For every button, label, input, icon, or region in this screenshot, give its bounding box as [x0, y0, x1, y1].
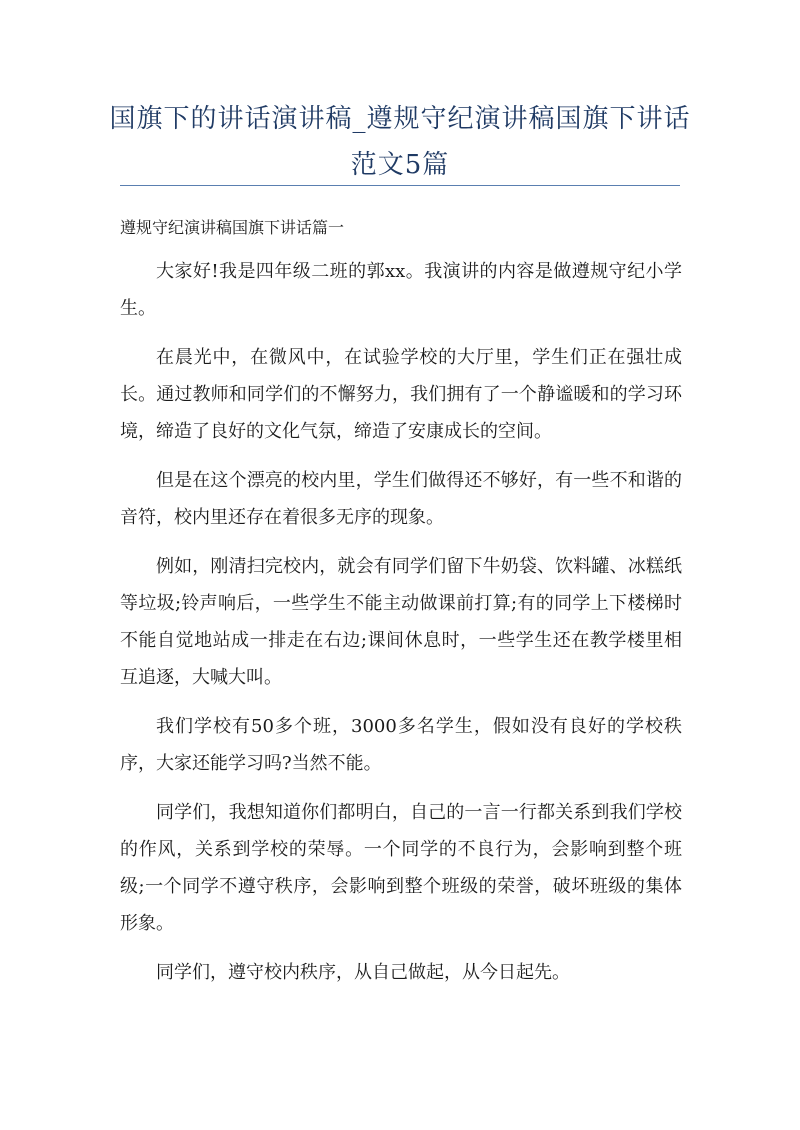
document-body [120, 209, 682, 1003]
paragraph-3: 但是在这个漂亮的校内里，学生们做得还不够好，有一些不和谐的音符，校内里还存在着很多无序的现象。 [120, 470, 682, 528]
paragraph-1: 大家好!我是四年级二班的郭xx。我演讲的内容是做遵规守纪小学生。 [120, 261, 682, 319]
section-heading: 遵规守纪演讲稿国旗下讲话篇一 [120, 218, 345, 237]
title-divider [120, 185, 680, 186]
paragraph-5: 我们学校有50多个班，3000多名学生，假如没有良好的学校秩序，大家还能学习吗?当然不能。 [120, 716, 682, 774]
paragraph-4: 例如，刚清扫完校内，就会有同学们留下牛奶袋、饮料罐、冰糕纸等垃圾;铃声响后，一些学生不能主动做课前打算;有的同学上下楼梯时不能自觉地站成一排走在右边;课间休息时，一些学生还在教学楼里相互追逐，大喊大叫。 [120, 556, 682, 688]
paragraph-2: 在晨光中，在微风中，在试验学校的大厅里，学生们正在强壮成长。通过教师和同学们的不懈努力，我们拥有了一个静谧暖和的学习环境，缔造了良好的文化气氛，缔造了安康成长的空间。 [120, 347, 682, 442]
document-title: 国旗下的讲话演讲稿_遵规守纪演讲稿国旗下讲话范文5篇 [109, 104, 691, 180]
paragraph-7: 同学们，遵守校内秩序，从自己做起，从今日起先。 [156, 962, 570, 983]
paragraph-6: 同学们，我想知道你们都明白，自己的一言一行都关系到我们学校的作风，关系到学校的荣辱。一个同学的不良行为，会影响到整个班级;一个同学不遵守秩序，会影响到整个班级的荣誉，破坏班级的集体形象。 [120, 802, 682, 934]
